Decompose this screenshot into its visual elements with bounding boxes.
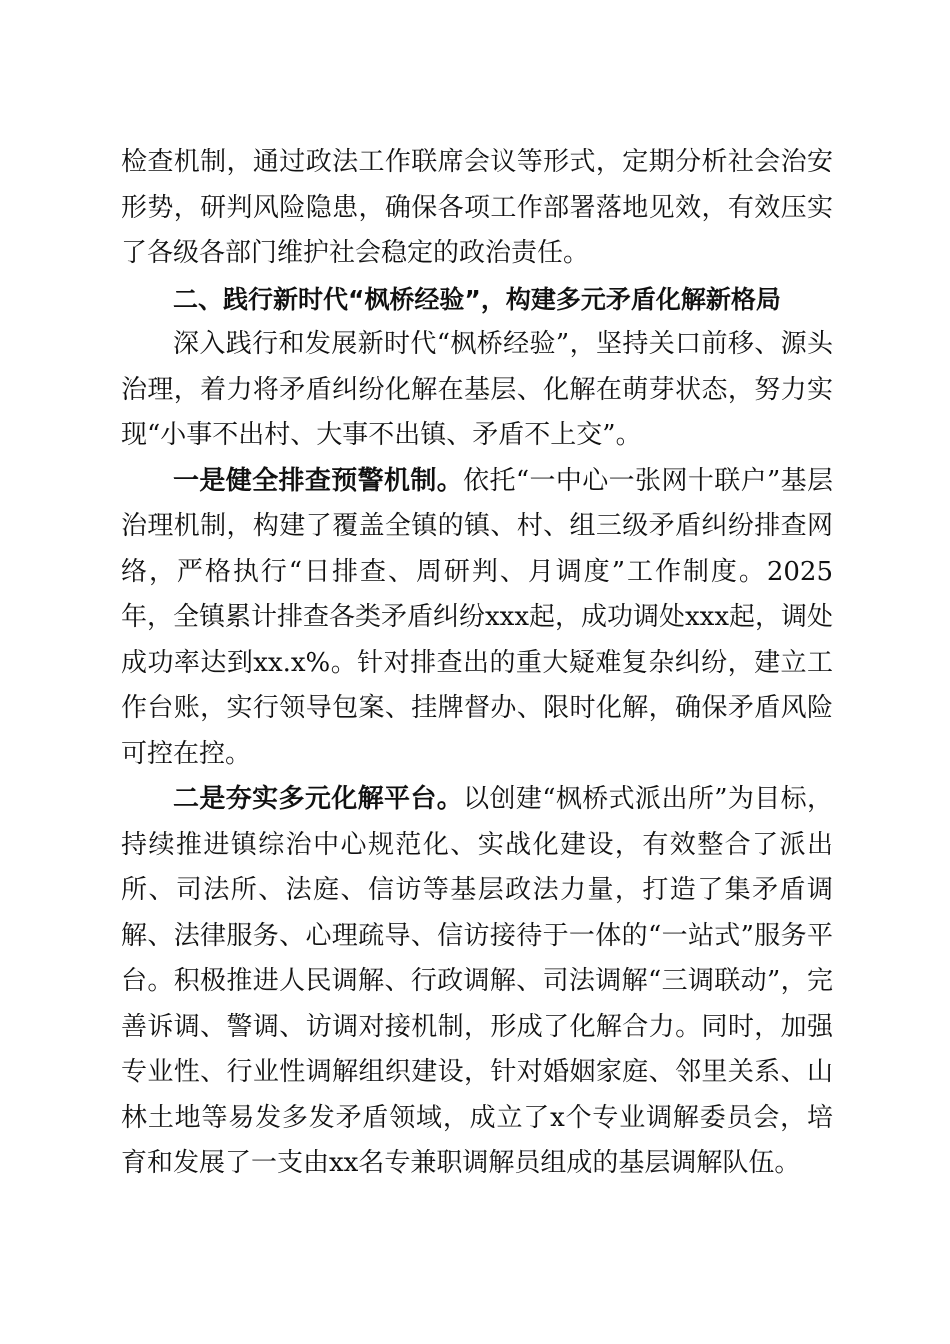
paragraph-continuation: 检查机制，通过政法工作联席会议等形式，定期分析社会治安形势，研判风险隐患，确保各项工作部署落地见效，有效压实了各级各部门维护社会稳定的政治责任。 (121, 147, 833, 268)
item-2-lead: 二是夯实多元化解平台。 (173, 784, 464, 814)
paragraph-intro: 深入践行和发展新时代“枫桥经验”，坚持关口前移、源头治理，着力将矛盾纠纷化解在基层、化解在萌芽状态，努力实现“小事不出村、大事不出镇、矛盾不上交”。 (121, 329, 833, 450)
item-2-body: 以创建“枫桥式派出所”为目标，持续推进镇综治中心规范化、实战化建设，有效整合了派出所、司法所、法庭、信访等基层政法力量，打造了集矛盾调解、法律服务、心理疏导、信访接待于一体的“一站式”服务平台。积极推进人民调解、行政调解、司法调解“三调联动”，完善诉调、警调、访调对接机制，形成了化解合力。同时，加强专业性、行业性调解组织建设，针对婚姻家庭、邻里关系、山林土地等易发多发矛盾领域，成立了x个专业调解委员会，培育和发展了一支由xx名专兼职调解员组成的基层调解队伍。 (121, 784, 833, 1178)
paragraph-item-1 (121, 459, 833, 778)
document-body (121, 140, 833, 1187)
paragraph-item-2 (121, 777, 833, 1187)
item-1-lead: 一是健全排查预警机制。 (173, 465, 464, 496)
section-heading: 二、践行新时代“枫桥经验”，构建多元矛盾化解新格局 (173, 284, 781, 314)
item-1-body: 依托“一中心一张网十联户”基层治理机制，构建了覆盖全镇的镇、村、组三级矛盾纠纷排查网络，严格执行“日排查、周研判、月调度”工作制度。2025年，全镇累计排查各类矛盾纠纷xxx起，成功调处xxx起，调处成功率达到xx.x%。针对排查出的重大疑难复杂纠纷，建立工作台账，实行领导包案、挂牌督办、限时化解，确保矛盾风险可控在控。 (121, 465, 833, 769)
